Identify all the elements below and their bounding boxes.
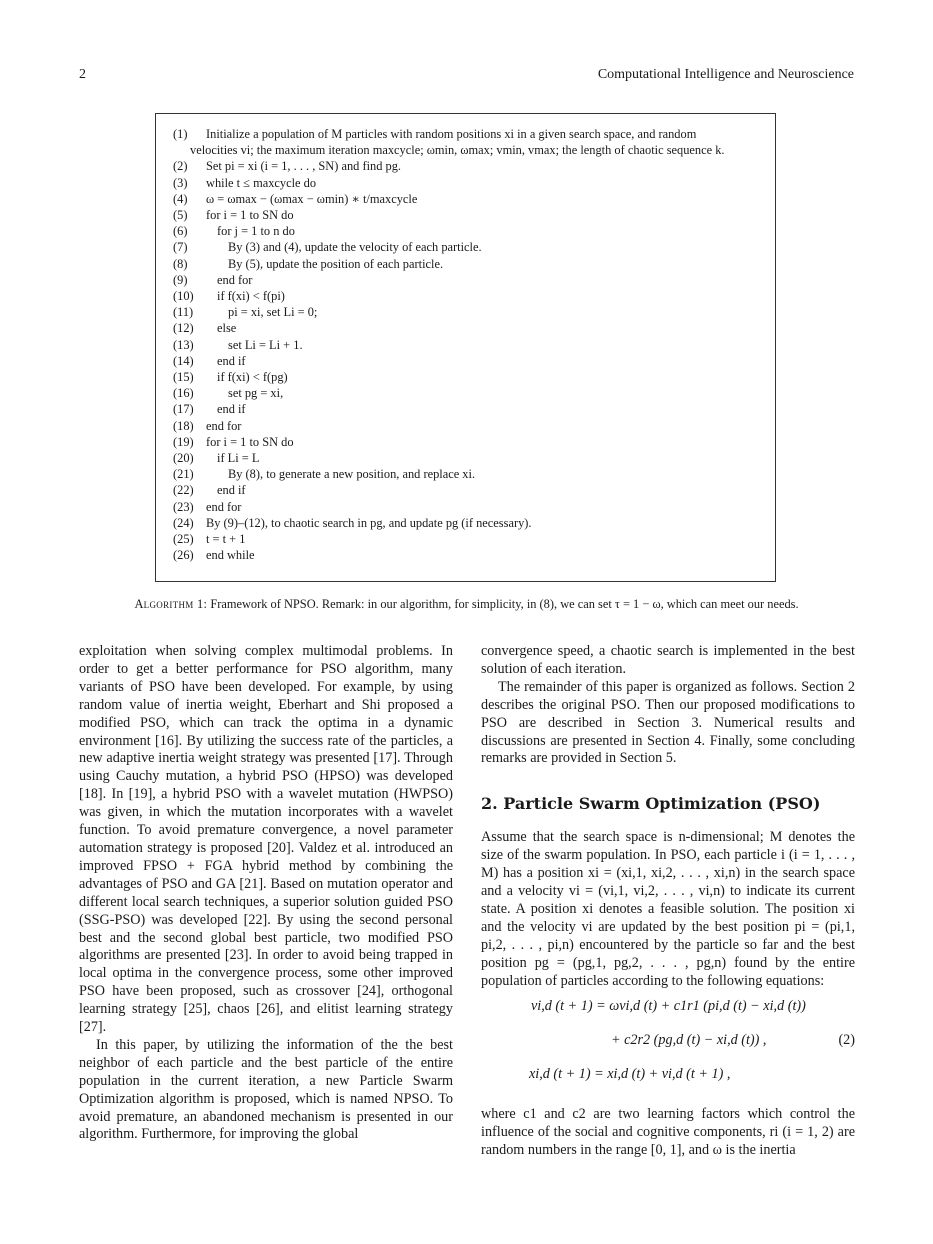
- line-number: (10): [173, 289, 194, 304]
- algorithm-line: [173, 223, 761, 239]
- line-number: (18): [173, 418, 194, 433]
- line-number: (12): [173, 321, 194, 336]
- line-text: By (9)–(12), to chaotic search in pg, and update pg (if necessary).: [206, 515, 532, 530]
- algorithm-line: [173, 272, 761, 288]
- algorithm-line: [173, 239, 761, 255]
- line-number: (4): [173, 191, 188, 206]
- line-text: By (3) and (4), update the velocity of each particle.: [228, 240, 482, 255]
- algorithm-line: [173, 547, 761, 563]
- equation-number: (2): [838, 1032, 855, 1049]
- line-text: By (5), update the position of each particle.: [228, 256, 444, 271]
- line-text: pi = xi, set Li = 0;: [228, 305, 318, 320]
- journal-title: Computational Intelligence and Neuroscience: [597, 67, 854, 82]
- line-text: By (8), to generate a new position, and replace xi.: [228, 467, 476, 482]
- line-text: t = t + 1: [206, 532, 246, 547]
- line-text: end if: [217, 402, 246, 417]
- algorithm-line: [173, 175, 761, 191]
- algorithm-line: [173, 531, 761, 547]
- algorithm-line: [173, 158, 761, 174]
- line-text: Set pi = xi (i = 1, . . . , SN) and find pg.: [206, 159, 402, 174]
- paragraph: where c1 and c2 are two learning factors which control the influence of the social and cognitive components, ri (i = 1, 2) are random numbers in the range [0, 1], and ω is the inertia: [481, 1106, 855, 1159]
- line-text: if f(xi) < f(pg): [217, 370, 288, 385]
- algorithm-box: [155, 113, 776, 582]
- algorithm-line: [173, 499, 761, 515]
- caption-label: Algorithm 1:: [134, 597, 208, 611]
- line-text: else: [217, 321, 237, 336]
- paragraph: exploitation when solving complex multimodal problems. In order to get a better performance for PSO algorithm, many variants of PSO have been developed. For example, by using random value of inertia weight, Eberhart and Shi proposed a modified PSO, which can track the optima in a dynamic environment [16]. By utilizing the success rate of the particles, a new adaptive inertia weight strategy was presented [17]. Through using Cauchy mutation, a hybrid PSO (HPSO) was developed [18]. In [19], a hybrid PSO with a wavelet mutation (HWPSO) was given, in which the mutation incorporates with a wavelet function. To avoid premature convergence, a novel parameter automation strategy is proposed [20]. Valdez et al. introduced an improved FPSO + FGA hybrid method by combining the advantages of PSO and GA [21]. Based on mutation operator and different local search techniques, a superior solution guided PSO (SSG-PSO) was developed [22]. By using the second personal best and the second global best particle, two modified PSO algorithms are presented [23]. In order to avoid being trapped in local optima in the convergence process, some other improved PSO have been proposed, such as crossover [24], orthogonal learning strategy [25], chaos [26], and elitist learning strategy [27].: [79, 643, 453, 1036]
- algorithm-line: [173, 369, 761, 385]
- equation-line: + c2r2 (pg,d (t) − xi,d (t)) ,: [611, 1032, 767, 1049]
- page-number: 2: [79, 67, 86, 82]
- line-number: (15): [173, 370, 194, 385]
- line-text: while t ≤ maxcycle do: [206, 175, 317, 190]
- line-text: set pg = xi,: [228, 386, 284, 401]
- line-number: (3): [173, 175, 188, 190]
- line-text: end for: [206, 499, 242, 514]
- line-text: for j = 1 to n do: [217, 224, 295, 239]
- line-number: (1): [173, 127, 188, 141]
- line-number: (19): [173, 434, 194, 449]
- line-text: ω = ωmax − (ωmax − ωmin) ∗ t/maxcycle: [206, 191, 418, 206]
- algorithm-line: [173, 515, 761, 531]
- line-text: set Li = Li + 1.: [228, 337, 303, 352]
- algorithm-line: [173, 288, 761, 304]
- right-column: [481, 643, 855, 1160]
- algorithm-line: [173, 142, 761, 158]
- line-text: end if: [217, 483, 246, 498]
- line-text: for i = 1 to SN do: [206, 208, 294, 223]
- line-number: (2): [173, 159, 188, 174]
- line-number: (8): [173, 256, 188, 271]
- line-number: (26): [173, 548, 194, 563]
- line-number: (23): [173, 499, 194, 514]
- algorithm-line: [173, 434, 761, 450]
- left-column: [79, 643, 453, 1144]
- line-text: velocities vi; the maximum iteration maxcycle; ωmin, ωmax; vmin, vmax; the length of chaotic sequence k.: [190, 143, 725, 158]
- equation-line: vi,d (t + 1) = ωvi,d (t) + c1r1 (pi,d (t) − xi,d (t)): [531, 998, 806, 1015]
- algorithm-line: [173, 191, 761, 207]
- algorithm-line: [173, 482, 761, 498]
- line-text: Initialize a population of M particles with random positions xi in a given search space, and random: [206, 127, 697, 141]
- paragraph: convergence speed, a chaotic search is implemented in the best solution of each iteration.: [481, 643, 855, 677]
- line-number: (7): [173, 240, 188, 255]
- algorithm-line: [173, 401, 761, 417]
- line-number: (25): [173, 532, 194, 547]
- line-number: (17): [173, 402, 194, 417]
- line-number: (20): [173, 451, 194, 466]
- algorithm-line: [173, 126, 761, 142]
- algorithm-caption: [79, 597, 854, 612]
- line-text: end while: [206, 548, 255, 563]
- line-number: (5): [173, 208, 188, 223]
- algorithm-line: [173, 337, 761, 353]
- paragraph: The remainder of this paper is organized as follows. Section 2 describes the original PSO. Then our proposed modifications to PSO are described in Section 3. Numerical results and discussions are presented in Section 4. Finally, some concluding remarks are provided in Section 5.: [481, 678, 855, 767]
- line-number: (6): [173, 224, 188, 239]
- algorithm-line: [173, 466, 761, 482]
- algorithm-line: [173, 256, 761, 272]
- algorithm-line: [173, 207, 761, 223]
- line-number: (9): [173, 272, 188, 287]
- line-number: (16): [173, 386, 194, 401]
- line-number: (11): [173, 305, 194, 320]
- algorithm-line: [173, 418, 761, 434]
- line-number: (13): [173, 337, 194, 352]
- paragraph: In this paper, by utilizing the information of the the best neighbor of each particle and the best particle of the entire population in the current iteration, a new Particle Swarm Optimization algorithm is proposed, which is named NPSO. To avoid premature, an abandoned mechanism is presented in our algorithm. Furthermore, for improving the global: [79, 1036, 453, 1143]
- algorithm-line: [173, 385, 761, 401]
- algorithm-line: [173, 450, 761, 466]
- line-number: (21): [173, 467, 194, 482]
- algorithm-line: [173, 353, 761, 369]
- line-text: end for: [217, 272, 253, 287]
- algorithm-line: [173, 320, 761, 336]
- equation-line: xi,d (t + 1) = xi,d (t) + vi,d (t + 1) ,: [529, 1066, 731, 1083]
- line-text: if Li = L: [217, 451, 260, 466]
- line-text: end if: [217, 353, 246, 368]
- caption-text: Framework of NPSO. Remark: in our algorithm, for simplicity, in (8), we can set τ = 1 − ω, which can meet our needs.: [210, 597, 799, 611]
- line-number: (22): [173, 483, 194, 498]
- line-text: end for: [206, 418, 242, 433]
- paragraph: Assume that the search space is n-dimensional; M denotes the size of the swarm population. In PSO, each particle i (i = 1, . . . , M) has a position xi = (xi,1, xi,2, . . . , xi,n) in the search space and a velocity vi = (vi,1, vi,2, . . . , vi,n) to indicate its current state. A position xi denotes a feasible solution. The position xi and the velocity vi are updated by the best position pi = (pi,1, pi,2, . . . , pi,n) encountered by the particle so far and the best position pg = (pg,1, pg,2, . . . , pg,n) found by the entire population of particles according to the following equations:: [481, 829, 855, 989]
- equation-2: [481, 998, 855, 1096]
- page-header: [79, 67, 854, 87]
- line-text: if f(xi) < f(pi): [217, 289, 285, 304]
- line-text: for i = 1 to SN do: [206, 434, 294, 449]
- algorithm-line: [173, 304, 761, 320]
- section-heading: 2. Particle Swarm Optimization (PSO): [481, 794, 821, 814]
- line-number: (14): [173, 353, 194, 368]
- line-number: (24): [173, 515, 194, 530]
